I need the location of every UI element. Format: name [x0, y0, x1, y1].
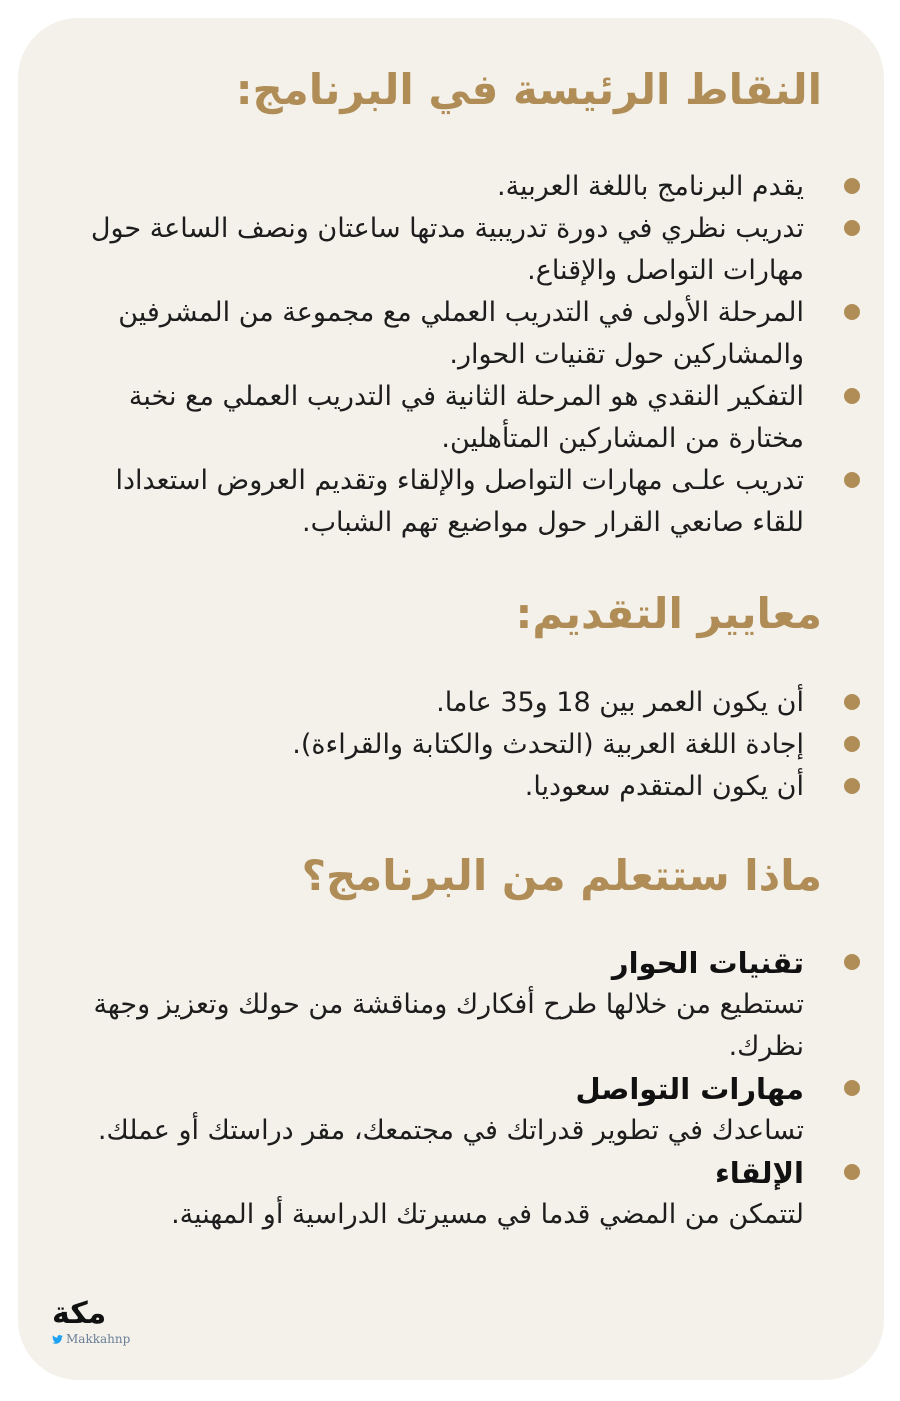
criteria-list: [82, 682, 822, 808]
learn-item-desc: تساعدك في تطوير قدراتك في مجتمعك، مقر دراستك أو عملك.: [97, 1115, 804, 1146]
bullet-icon: [844, 388, 860, 404]
list-item: [82, 942, 822, 1068]
list-item: إجادة اللغة العربية (التحدث والكتابة والقراءة).: [82, 724, 822, 766]
list-item: المرحلة الأولى في التدريب العملي مع مجموعة من المشرفين والمشاركين حول تقنيات الحوار.: [82, 292, 822, 376]
list-item: أن يكون العمر بين 18 و35 عاما.: [82, 682, 822, 724]
bullet-icon: [844, 736, 860, 752]
learn-item-title: الإلقاء: [714, 1156, 804, 1190]
twitter-handle: [52, 1332, 162, 1346]
logo-handle-text: Makkahnp: [66, 1332, 131, 1346]
bullet-icon: [844, 220, 860, 236]
learn-item-title: مهارات التواصل: [575, 1072, 804, 1106]
bullet-icon: [844, 304, 860, 320]
twitter-bird-icon: [52, 1335, 63, 1344]
list-item: تدريب نظري في دورة تدريبية مدتها ساعتان ونصف الساعة حول مهارات التواصل والإقناع.: [82, 208, 822, 292]
bullet-icon: [844, 778, 860, 794]
list-item: أن يكون المتقدم سعوديا.: [82, 766, 822, 808]
bullet-icon: [844, 694, 860, 710]
makkah-logo: [52, 1296, 162, 1360]
learn-item-title: تقنيات الحوار: [611, 946, 804, 980]
learn-item-desc: تستطيع من خلالها طرح أفكارك ومناقشة من حولك وتعزيز وجهة نظرك.: [93, 989, 804, 1062]
list-item: تدريب علـى مهارات التواصل والإلقاء وتقديم العروض استعدادا للقاء صانعي القرار حول مواضيع تهم الشباب.: [82, 460, 822, 544]
bullet-icon: [844, 472, 860, 488]
bullet-icon: [844, 178, 860, 194]
list-item: التفكير النقدي هو المرحلة الثانية في التدريب العملي مع نخبة مختارة من المشاركين المتأهلين.: [82, 376, 822, 460]
learn-list: [82, 942, 822, 1236]
bullet-icon: [844, 954, 860, 970]
bullet-icon: [844, 1080, 860, 1096]
program-points-heading: النقاط الرئيسة في البرنامج:: [235, 65, 822, 114]
program-points-list: [82, 166, 822, 544]
list-item: [82, 1068, 822, 1152]
bullet-icon: [844, 1164, 860, 1180]
list-item: يقدم البرنامج باللغة العربية.: [82, 166, 822, 208]
criteria-heading: معايير التقديم:: [515, 589, 822, 638]
logo-mark: مكة: [52, 1296, 107, 1331]
learn-item-desc: لتتمكن من المضي قدما في مسيرتك الدراسية أو المهنية.: [171, 1199, 804, 1230]
list-item: [82, 1152, 822, 1236]
learn-heading: ماذا ستتعلم من البرنامج؟: [301, 851, 822, 900]
